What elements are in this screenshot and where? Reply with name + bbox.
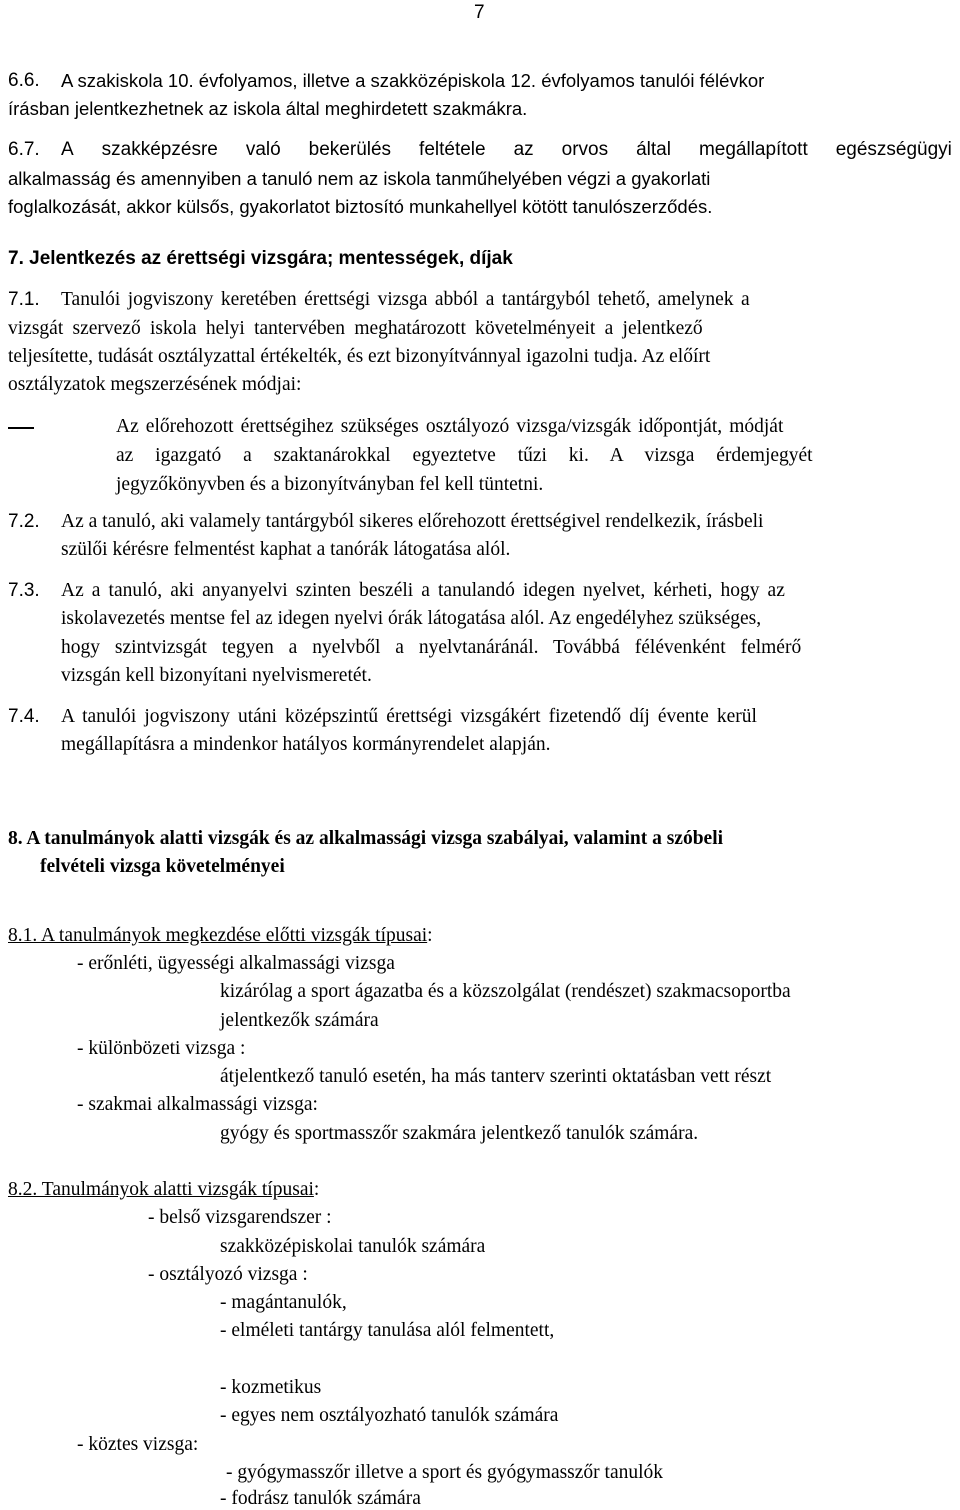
section-6-6-text-line2: írásban jelentkezhetnek az iskola által meghirdetett szakmákra. <box>8 98 528 119</box>
section-8-2-heading <box>8 1179 319 1201</box>
section-7-1-number: 7.1. <box>8 289 40 310</box>
section-7-3-text-line3: hogy szintvizsgát tegyen a nyelvből a nyelvtanáránál. Továbbá félévenként felmérő <box>61 637 802 658</box>
section-8-2-heading-colon: : <box>313 1179 320 1200</box>
heading-section-8-line2: felvételi vizsga követelményei <box>40 856 285 877</box>
section-8-1-item1-detail2: jelentkezők számára <box>220 1010 379 1031</box>
section-7-1-text-line2: vizsgát szervező iskola helyi tantervében meghatározott követelményeit a jelentkező <box>8 318 703 339</box>
section-6-7-text-line3: foglalkozását, akkor külsős, gyakorlatot biztosító munkahellyel kötött tanulószerződés. <box>8 196 713 217</box>
word: által <box>636 139 671 160</box>
section-7-1-text-line1: Tanulói jogviszony keretében érettségi vizsga abból a tantárgyból tehető, amelynek a <box>61 289 750 310</box>
section-7-1-bullet-line1: Az előrehozott érettségihez szükséges osztályozó vizsga/vizsgák időpontját, módját <box>116 416 784 437</box>
section-8-2-item3: - köztes vizsga: <box>77 1434 199 1455</box>
section-8-1-item3: - szakmai alkalmassági vizsga: <box>77 1094 318 1115</box>
section-6-7-text-line1 <box>61 139 952 161</box>
section-8-1-heading-text: 8.1. A tanulmányok megkezdése előtti vizsgák típusai <box>8 925 428 946</box>
word: orvos <box>561 139 609 160</box>
bullet-dash-icon <box>8 427 34 429</box>
section-8-2-item2: - osztályozó vizsga : <box>148 1264 308 1285</box>
word: bekerülés <box>308 139 392 160</box>
section-8-2-item2-detail4: - egyes nem osztályozható tanulók számára <box>220 1405 559 1426</box>
section-7-4-number: 7.4. <box>8 706 40 727</box>
section-6-7-text-line2: alkalmasság és amennyiben a tanuló nem az iskola tanműhelyében végzi a gyakorlati <box>8 168 711 189</box>
section-7-2-text-line1: Az a tanuló, aki valamely tantárgyból sikeres előrehozott érettségivel rendelkezik, írásbeli <box>61 511 764 532</box>
section-6-7-number: 6.7. <box>8 139 40 160</box>
section-6-6-text-line1: A szakiskola 10. évfolyamos, illetve a szakközépiskola 12. évfolyamos tanulói félévkor <box>61 70 765 91</box>
section-8-1-heading-colon: : <box>427 925 433 946</box>
section-7-1-bullet-line3: jegyzőkönyvben és a bizonyítványban fel kell tüntetni. <box>116 474 544 495</box>
section-8-2-item2-detail3: - kozmetikus <box>220 1377 322 1398</box>
section-7-3-number: 7.3. <box>8 580 40 601</box>
section-7-4-text-line1: A tanulói jogviszony utáni középszintű érettségi vizsgákért fizetendő díj évente kerül <box>61 706 757 727</box>
section-8-1-heading <box>8 925 433 947</box>
section-8-2-item2-detail2: - elméleti tantárgy tanulása alól felmentett, <box>220 1320 555 1341</box>
section-8-2-item1-detail: szakközépiskolai tanulók számára <box>220 1236 486 1257</box>
section-7-3-text-line1: Az a tanuló, aki anyanyelvi szinten beszéli a tanulandó idegen nyelvet, kérheti, hogy az <box>61 580 785 601</box>
word: feltétele <box>419 139 486 160</box>
section-8-2-item2-detail1: - magántanulók, <box>220 1292 347 1313</box>
section-7-1-text-line3: teljesítette, tudását osztályzattal értékelték, és ezt bizonyítvánnyal igazolni tudja. Az előírt <box>8 346 711 367</box>
word: szakképzésre <box>101 139 218 160</box>
section-7-2-number: 7.2. <box>8 511 40 532</box>
word: A <box>61 139 74 160</box>
section-8-2-item3-detail2: - fodrász tanulók számára <box>220 1488 421 1509</box>
word: egészségügyi <box>835 139 952 160</box>
section-7-3-text-line4: vizsgán kell bizonyítani nyelvismeretét. <box>61 665 372 686</box>
section-8-1-item1: - erőnléti, ügyességi alkalmassági vizsga <box>77 953 395 974</box>
section-7-1-text-line4: osztályzatok megszerzésének módjai: <box>8 374 302 395</box>
section-6-6-number: 6.6. <box>8 70 40 91</box>
word: megállapított <box>698 139 808 160</box>
word: való <box>245 139 281 160</box>
section-7-2-text-line2: szülői kérésre felmentést kaphat a tanórák látogatása alól. <box>61 539 511 560</box>
section-8-2-item1: - belső vizsgarendszer : <box>148 1207 332 1228</box>
section-8-1-item1-detail1: kizárólag a sport ágazatba és a közszolgálat (rendészet) szakmacsoportba <box>220 981 791 1002</box>
section-8-2-item3-detail1: - gyógymasszőr illetve a sport és gyógymasszőr tanulók <box>226 1462 664 1483</box>
section-8-2-heading-text: 8.2. Tanulmányok alatti vizsgák típusai <box>8 1179 314 1200</box>
word: az <box>513 139 534 160</box>
heading-section-8-line1: 8. A tanulmányok alatti vizsgák és az alkalmassági vizsga szabályai, valamint a szóbeli <box>8 828 724 849</box>
section-8-1-item2-detail: átjelentkező tanuló esetén, ha más tanterv szerinti oktatásban vett részt <box>220 1066 772 1087</box>
section-8-1-item3-detail: gyógy és sportmasszőr szakmára jelentkező tanulók számára. <box>220 1123 699 1144</box>
section-7-3-text-line2: iskolavezetés mentse fel az idegen nyelvi órák látogatása alól. Az engedélyhez szükséges, <box>61 608 762 629</box>
section-7-1-bullet-line2: az igazgató a szaktanárokkal egyeztetve tűzi ki. A vizsga érdemjegyét <box>116 445 813 466</box>
section-7-4-text-line2: megállapításra a mindenkor hatályos kormányrendelet alapján. <box>61 734 551 755</box>
section-8-1-item2: - különbözeti vizsga : <box>77 1038 246 1059</box>
page-number: 7 <box>474 2 485 23</box>
heading-section-7: 7. Jelentkezés az érettségi vizsgára; mentességek, díjak <box>8 248 513 269</box>
